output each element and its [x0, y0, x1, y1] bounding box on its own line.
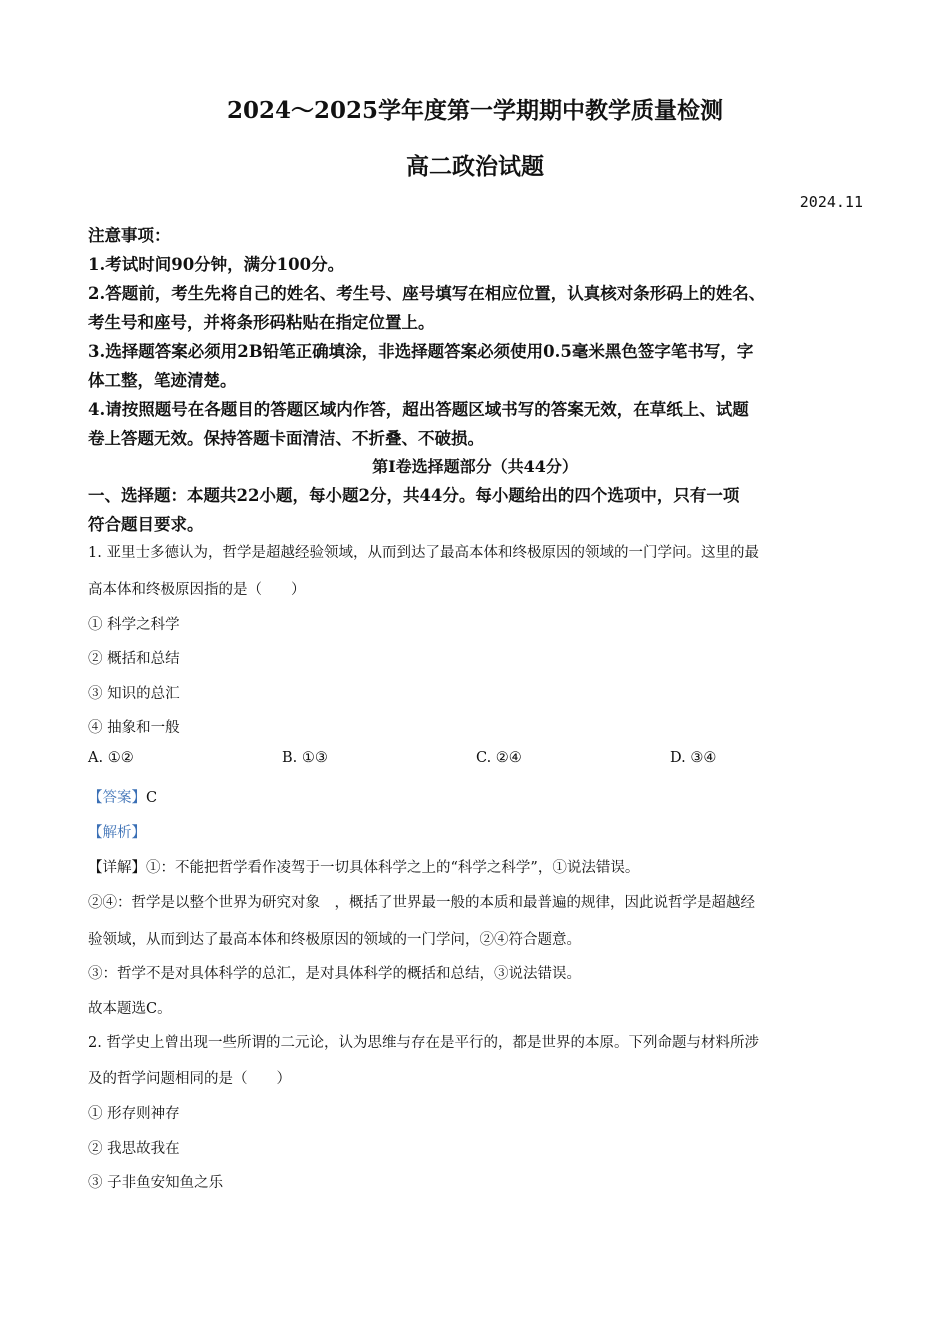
q1-detail-line-3: 验领域，从而到达了最高本体和终极原因的领域的一门学问，②④符合题意。	[88, 932, 581, 948]
note-item-2-line-2: 考生号和座号，并将条形码粘贴在指定位置上。	[88, 313, 435, 332]
q1-stem-line-1: 1. 亚里士多德认为，哲学是超越经验领域，从而到达了最高本体和终极原因的领域的一门学问。这里的最	[88, 545, 759, 561]
q1-detail-line-1	[88, 856, 639, 877]
part-1-heading: 第Ⅰ卷选择题部分（共44分）	[372, 457, 578, 476]
note-item-3-line-2: 体工整，笔迹清楚。	[88, 371, 237, 390]
detail-label: 【详解】	[88, 860, 146, 876]
exam-subtitle: 高二政治试题	[406, 153, 544, 180]
q2-stem-line-1: 2. 哲学史上曾出现一些所谓的二元论，认为思维与存在是平行的，都是世界的本原。下列命题与材料所涉	[88, 1035, 759, 1051]
q1-option-b: B. ①③	[282, 750, 328, 766]
note-item-4-line-2: 卷上答题无效。保持答题卡面清洁、不折叠、不破损。	[88, 429, 484, 448]
q1-option-a: A. ①②	[88, 750, 134, 766]
answer-label: 【答案】	[88, 790, 146, 806]
q1-item-1: ① 科学之科学	[88, 617, 180, 633]
q1-detail-line-2: ②④：哲学是以整个世界为研究对象 ，概括了世界最一般的本质和最普遍的规律，因此说哲学是超越经	[88, 895, 755, 911]
q1-conclusion: 故本题选C。	[88, 1001, 172, 1017]
q2-item-1: ① 形存则神存	[88, 1106, 180, 1122]
q1-answer	[88, 786, 157, 807]
q1-detail-line-4: ③：哲学不是对具体科学的总汇，是对具体科学的概括和总结，③说法错误。	[88, 966, 581, 982]
q1-item-4: ④ 抽象和一般	[88, 720, 180, 736]
note-item-3-line-1: 3.选择题答案必须用2B铅笔正确填涂，非选择题答案必须使用0.5毫米黑色签字笔书写，字	[88, 342, 754, 361]
q1-item-2: ② 概括和总结	[88, 651, 180, 667]
notes-heading: 注意事项：	[88, 226, 171, 245]
note-item-1: 1.考试时间90分钟，满分100分。	[88, 255, 345, 274]
analysis-label: 【解析】	[88, 825, 146, 841]
note-item-4-line-1: 4.请按照题号在各题目的答题区域内作答，超出答题区域书写的答案无效，在草纸上、试题	[88, 400, 749, 419]
part-1-instruction-line-2: 符合题目要求。	[88, 515, 204, 534]
detail-text: ①：不能把哲学看作凌驾于一切具体科学之上的“科学之科学”，①说法错误。	[146, 860, 640, 876]
q1-option-c: C. ②④	[476, 750, 522, 766]
answer-value: C	[146, 790, 158, 806]
q1-stem-line-2: 高本体和终极原因指的是（ ）	[88, 582, 306, 598]
q2-stem-line-2: 及的哲学问题相同的是（ ）	[88, 1071, 291, 1087]
q2-item-3: ③ 子非鱼安知鱼之乐	[88, 1175, 224, 1191]
part-1-instruction-line-1: 一、选择题：本题共22小题，每小题2分，共44分。每小题给出的四个选项中，只有一项	[88, 486, 740, 505]
q1-option-d: D. ③④	[670, 750, 717, 766]
q2-item-2: ② 我思故我在	[88, 1141, 180, 1157]
note-item-2-line-1: 2.答题前，考生先将自己的姓名、考生号、座号填写在相应位置，认真核对条形码上的姓名、	[88, 284, 766, 303]
exam-date: 2024.11	[799, 193, 863, 211]
exam-title: 2024～2025学年度第一学期期中教学质量检测	[226, 97, 724, 124]
q1-item-3: ③ 知识的总汇	[88, 686, 180, 702]
